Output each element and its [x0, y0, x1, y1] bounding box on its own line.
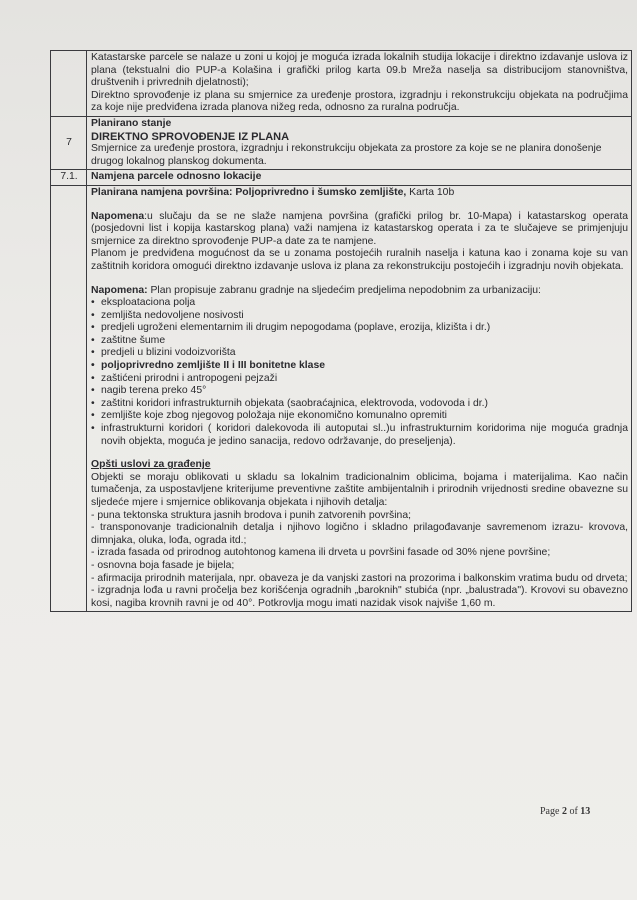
list-item: • predjeli ugroženi elementarnim ili drugim nepogodama (poplave, erozija, klizišta i dr.): [91, 322, 628, 335]
restriction-list: [91, 297, 628, 448]
general-conditions-title: Opšti uslovi za građenje: [91, 459, 211, 471]
list-item: - izrada fasada od prirodnog autohtonog kamena ili drveta u površini fasade od 30% njene površine;: [91, 547, 551, 559]
number-cell: [51, 185, 87, 611]
content-cell: [87, 185, 632, 611]
page-total: 13: [580, 806, 591, 817]
table-row: [51, 170, 632, 186]
list-item: • eksploataciona polja: [91, 297, 628, 310]
land-use-title: [91, 187, 628, 200]
list-item: • zaštitni koridori infrastrukturnih objekata (saobraćajnica, elektrovoda, vodovoda i dr.): [91, 398, 628, 411]
paragraph: Planom je predviđena mogućnost da se u zonama postojećih ruralnih naselja i katuna kao i zonama koje su van zaštitnih koridora omogući direktno izdavanje uslova iz plana za rekonstrukciju postojećih i izgradnju novih objekata.: [91, 248, 628, 272]
table-row: [51, 116, 632, 169]
section-title: DIREKTNO SPROVOĐENJE IZ PLANA: [91, 130, 290, 143]
list-item: - puna tektonska struktura jasnih brodova i punih zatvorenih površina;: [91, 509, 411, 521]
section-number: 7: [51, 116, 87, 169]
list-item: • nagib terena preko 45°: [91, 385, 628, 398]
list-item: - osnovna boja fasade je bijela;: [91, 559, 235, 571]
page-of: of: [569, 806, 578, 817]
list-item: • zemljište koje zbog njegovog položaja nije ekonomično komunalno opremiti: [91, 410, 628, 423]
land-use-title-rest: Karta 10b: [406, 186, 455, 198]
section-heading: Planirano stanje: [91, 117, 172, 129]
note-text: :u slučaju da se ne slaže namjena površina (grafički prilog br. 10-Mapa) i katastarskog operata (posjedovni list i kopija kastarskog plana) važi namjena iz katastarskog operata i za te slučajeve se primjenjuju smjernice za direktno sprovođenje PUP-a date za te namjene.: [91, 210, 628, 247]
list-item: • predjeli u blizini vodoizvorišta: [91, 347, 628, 360]
note-paragraph: [91, 285, 628, 298]
content-cell: [87, 51, 632, 117]
list-item: • zaštićeni prirodni i antropogeni pejzaži: [91, 373, 628, 386]
note-text: Plan propisuje zabranu gradnje na sljedećim predjelima nepodobnim za urbanizaciju:: [147, 284, 541, 296]
table-row: [51, 185, 632, 611]
note-label: Napomena: [91, 210, 145, 222]
note-label: Napomena:: [91, 284, 148, 296]
list-item: • zemljišta nedovoljene nosivosti: [91, 310, 628, 323]
paragraph: Katastarske parcele se nalaze u zoni u kojoj je moguća izrada lokalnih studija lokacije i direktno izdavanje uslova iz plana (tekstualni dio PUP-a Kolašina i grafički prilog karta 09.b Mreža naselja sa distribucijom stanovništva, društvenih i privrednih djelatnosti);: [91, 52, 628, 89]
paragraph: Direktno sprovođenje iz plana su smjernice za uređenje prostora, izgradnju i rekonstrukciju objekata na područjima za koje nije predviđena izrada planova nižeg reda, odnosno za ruralna područja.: [91, 89, 628, 114]
document-table: [50, 50, 632, 612]
list-item: - afirmacija prirodnih materijala, npr. obaveza je da vanjski zastori na prozorima i balkonskim vratima budu od drveta;: [91, 572, 628, 584]
section-number: 7.1.: [51, 170, 87, 186]
list-item: - transponovanje tradicionalnih detalja i njihovo logično i skladno prilagođavanje savremenom izrazu- krovova, dimnjaka, oluka, lođa, ograda itd.;: [91, 522, 628, 546]
table-row: [51, 51, 632, 117]
page-current: 2: [561, 806, 567, 817]
paragraph: Smjernice za uređenje prostora, izgradnju i rekonstrukciju objekata za prostore za koje se ne planira donošenje drugog lokalnog planskog dokumenta.: [91, 143, 602, 167]
list-item: • poljoprivredno zemljište II i III bonitetne klase: [91, 360, 628, 373]
content-cell: [87, 170, 632, 186]
note-paragraph: [91, 211, 628, 249]
content-cell: [87, 116, 632, 169]
paragraph: Objekti se moraju oblikovati u skladu sa lokalnim tradicionalnim oblicima, bojama i materijalima. Kao način tumačenja, za uspostavljene kriterijume preventivne zaštite ambijentalnih i prirodnih vrijednosti sredine obavezne su sljedeće mjere i smjernice oblikovanja objekata i njihovih detalja:: [91, 471, 628, 508]
number-cell: [51, 51, 87, 117]
land-use-title-bold: Planirana namjena površina: Poljoprivredno i šumsko zemljište,: [91, 186, 407, 198]
list-item: • zaštitne šume: [91, 335, 628, 348]
page-number: [540, 806, 590, 817]
section-heading: Namjena parcele odnosno lokacije: [91, 171, 262, 183]
page-label: Page: [540, 806, 560, 817]
list-item: - izgradnja lođa u ravni pročelja bez korišćenja ogradnih „baroknih" stubića (npr. „balustrada"). Krovovi su obavezno kosi, nagiba krovnih ravni je od 40°. Potkrovlja mogu imati nazidak visok najviše 1,60 m.: [91, 585, 628, 609]
list-item: • infrastrukturni koridori ( koridori dalekovoda ili autoputai sl..)u infrastrukturnim koridorima nije moguća gradnja novih objekta, moguća je jedino sanacija, redovo održavanje, do preseljenja).: [91, 423, 628, 448]
